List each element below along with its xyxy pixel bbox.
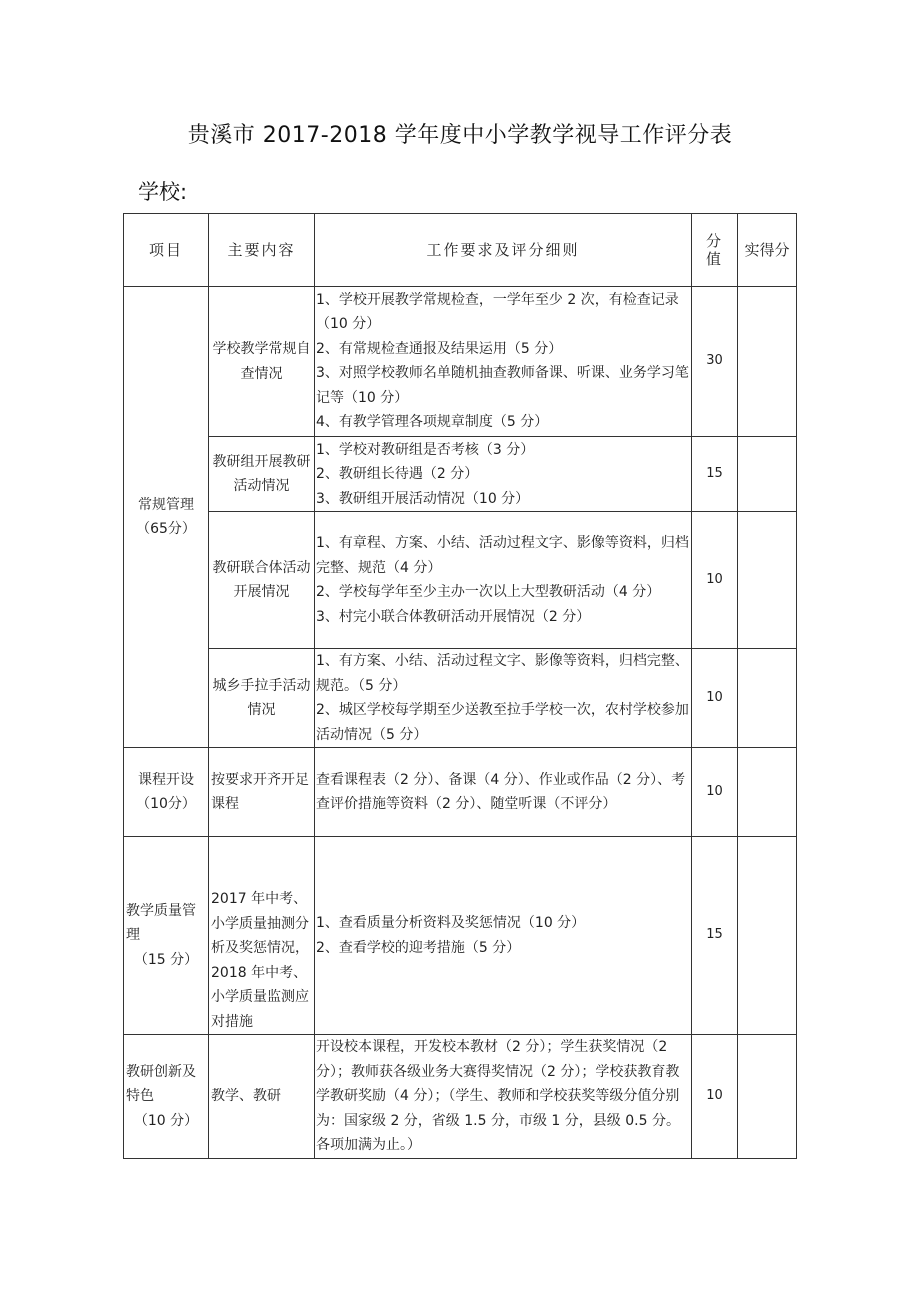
actual-score-cell[interactable] [738,437,797,512]
criteria-cell [315,748,692,837]
table-row [124,649,797,748]
criteria-line: 开设校本课程，开发校本教材（2 分）；学生获奖情况（2 分）；教师获各级业务大赛得奖情况（2 分）；学校获教育教学教研奖励（4 分）；（学生、教师和学校获奖等级分值分别为：国家级 2 分，省级 1.5 分，市级 1 分，县级 0.5 分。各项加满为止。） [316,1039,680,1153]
criteria-line: 2、学校每学年至少主办一次以上大型教研活动（4 分） [316,584,661,600]
criteria-line: 3、对照学校教师名单随机抽查教师备课、听课、业务学习笔记等（10 分） [316,365,689,406]
score-cell: 10 [692,748,738,837]
criteria-line: 1、学校对教研组是否考核（3 分） [316,441,535,458]
table-header-row [124,214,797,287]
table-row [124,287,797,437]
criteria-line: 1、有章程、方案、小结、活动过程文字、影像等资料，归档完整、规范（4 分） [316,535,689,576]
table-row [124,437,797,512]
content-cell: 城乡手拉手活动情况 [209,649,315,748]
actual-score-cell[interactable] [738,748,797,837]
criteria-line: 3、教研组开展活动情况（10 分） [316,490,530,507]
score-cell: 10 [692,649,738,748]
criteria-line: 2、教研组长待遇（2 分） [316,466,479,482]
content-cell: 教学、教研 [209,1035,315,1159]
criteria-line: 3、村完小联合体教研活动开展情况（2 分） [316,608,591,625]
content-cell: 教研联合体活动开展情况 [209,512,315,649]
scoring-table [123,213,797,1159]
table-row [124,1035,797,1159]
criteria-cell [315,437,692,512]
criteria-line: 2、查看学校的迎考措施（5 分） [316,939,521,956]
criteria-line: 2、有常规检查通报及结果运用（5 分） [316,340,563,357]
category-cell [124,1035,209,1159]
category-cell: 常规管理（65分） [124,287,209,748]
header-score [692,214,738,287]
header-score-bottom: 值 [705,250,723,268]
criteria-line: 1、查看质量分析资料及奖惩情况（10 分） [316,915,586,931]
category-cell [124,837,209,1035]
content-cell: 教研组开展教研活动情况 [209,437,315,512]
content-cell: 学校教学常规自查情况 [209,287,315,437]
header-content: 主要内容 [209,214,315,287]
actual-score-cell[interactable] [738,512,797,649]
criteria-cell [315,1035,692,1159]
table-row [124,748,797,837]
category-cell: 课程开设（10分） [124,748,209,837]
criteria-line: 2、城区学校每学期至少送教至拉手学校一次，农村学校参加活动情况（5 分） [316,702,689,743]
content-cell: 2017 年中考、小学质量抽测分析及奖惩情况，2018 年中考、小学质量监测应对措施 [209,837,315,1035]
school-label: 学校: [138,180,188,204]
score-cell: 15 [692,837,738,1035]
table-row [124,512,797,649]
header-actual: 实得分 [738,214,797,287]
actual-score-cell[interactable] [738,837,797,1035]
page-title: 贵溪市 2017-2018 学年度中小学教学视导工作评分表 [187,123,733,148]
score-cell: 10 [692,512,738,649]
table-row [124,837,797,1035]
criteria-cell [315,837,692,1035]
score-cell: 30 [692,287,738,437]
criteria-line: 查看课程表（2 分）、备课（4 分）、作业或作品（2 分）、考查评价措施等资料（2 分）、随堂听课（不评分） [316,771,686,812]
content-cell: 按要求开齐开足课程 [209,748,315,837]
criteria-line: 1、有方案、小结、活动过程文字、影像等资料，归档完整、规范。（5 分） [316,653,689,694]
category-line: 教研创新及特色 [126,1063,196,1104]
criteria-cell [315,649,692,748]
criteria-line: 1、学校开展教学常规检查，一学年至少 2 次，有检查记录（10 分） [316,291,679,332]
actual-score-cell[interactable] [738,1035,797,1159]
header-score-top: 分 [705,232,723,250]
category-line: 教学质量管理 [126,902,196,944]
header-item: 项目 [124,214,209,287]
score-cell: 15 [692,437,738,512]
criteria-line: 4、有教学管理各项规章制度（5 分） [316,414,549,430]
criteria-cell [315,512,692,649]
criteria-cell [315,287,692,437]
category-line: （10 分） [133,1112,199,1129]
actual-score-cell[interactable] [738,649,797,748]
score-cell: 10 [692,1035,738,1159]
header-criteria: 工作要求及评分细则 [315,214,692,287]
category-line: （15 分） [133,951,199,968]
actual-score-cell[interactable] [738,287,797,437]
